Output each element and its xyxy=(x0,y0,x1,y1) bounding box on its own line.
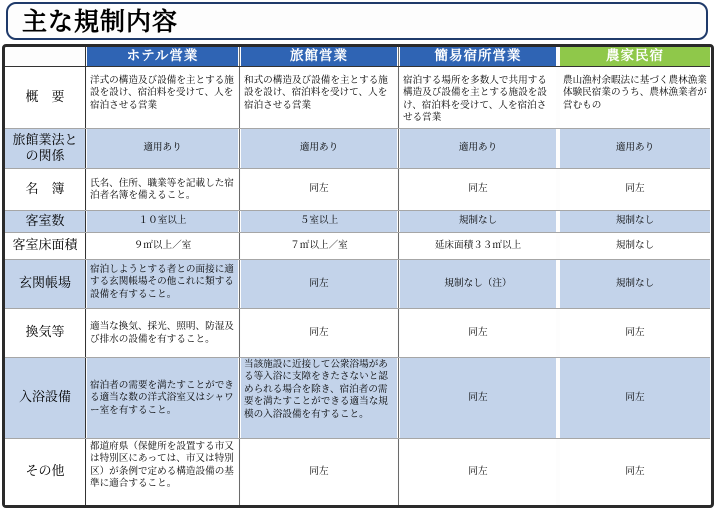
cell-front-desk-hotel: 宿泊しようとする者との面接に適する玄関帳場その他これに類する設備を有すること。 xyxy=(87,260,238,308)
row-divider xyxy=(5,210,710,211)
cell-floor-area-kan-i: 延床面積３３㎡以上 xyxy=(400,233,556,259)
column-divider xyxy=(398,47,399,505)
cell-room-count-kan-i: 規制なし xyxy=(400,211,556,232)
column-header-kan-i: 簡易宿所営業 xyxy=(400,47,556,66)
cell-overview-hotel: 洋式の構造及び設備を主とする施設を設け、宿泊料を受けて、人を宿泊させる営業 xyxy=(87,67,238,128)
row-label-ventilation: 換気等 xyxy=(5,309,85,357)
cell-law-hotel: 適用あり xyxy=(87,129,238,168)
cell-law-kan-i: 適用あり xyxy=(400,129,556,168)
page-title: 主な規制内容 xyxy=(22,7,179,36)
row-label-bathing: 入浴設備 xyxy=(5,358,85,438)
cell-room-count-noka: 規制なし xyxy=(560,211,710,232)
cell-ventilation-ryokan: 同左 xyxy=(241,309,397,357)
cell-ventilation-noka: 同左 xyxy=(560,309,710,357)
row-divider xyxy=(5,232,710,233)
cell-front-desk-kan-i: 規制なし（注） xyxy=(400,260,556,308)
cell-other-ryokan: 同左 xyxy=(241,439,397,505)
row-label-other: その他 xyxy=(5,439,85,505)
column-header-noka: 農家民宿 xyxy=(560,47,710,66)
cell-floor-area-ryokan: ７㎡以上／室 xyxy=(241,233,397,259)
row-divider xyxy=(5,66,710,67)
cell-other-kan-i: 同左 xyxy=(400,439,556,505)
cell-overview-kan-i: 宿泊する場所を多数人で共用する構造及び設備を主とする施設を設け、宿泊料を受けて、人を宿泊させる営業 xyxy=(400,67,556,128)
row-divider xyxy=(5,128,710,129)
column-divider xyxy=(239,47,240,505)
row-divider xyxy=(5,168,710,169)
column-gap xyxy=(556,47,560,505)
cell-front-desk-ryokan: 同左 xyxy=(241,260,397,308)
cell-front-desk-noka: 規制なし xyxy=(560,260,710,308)
column-divider xyxy=(85,47,86,505)
row-label-floor-area: 客室床面積 xyxy=(5,233,85,259)
cell-register-hotel: 氏名、住所、職業等を記載した宿泊者名簿を備えること。 xyxy=(87,169,238,210)
cell-room-count-hotel: １０室以上 xyxy=(87,211,238,232)
cell-law-noka: 適用あり xyxy=(560,129,710,168)
row-label-law-relation: 旅館業法との関係 xyxy=(5,129,85,168)
row-label-front-desk: 玄関帳場 xyxy=(5,260,85,308)
cell-floor-area-hotel: ９㎡以上／室 xyxy=(87,233,238,259)
cell-register-noka: 同左 xyxy=(560,169,710,210)
cell-ventilation-hotel: 適当な換気、採光、照明、防湿及び排水の設備を有すること。 xyxy=(87,309,238,357)
cell-ventilation-kan-i: 同左 xyxy=(400,309,556,357)
row-divider xyxy=(5,308,710,309)
row-label-register: 名 簿 xyxy=(5,169,85,210)
column-header-ryokan: 旅館営業 xyxy=(241,47,397,66)
row-divider xyxy=(5,259,710,260)
cell-register-ryokan: 同左 xyxy=(241,169,397,210)
cell-law-ryokan: 適用あり xyxy=(241,129,397,168)
cell-overview-ryokan: 和式の構造及び設備を主とする施設を設け、宿泊料を受けて、人を宿泊させる営業 xyxy=(241,67,397,128)
column-header-hotel: ホテル営業 xyxy=(87,47,238,66)
cell-other-noka: 同左 xyxy=(560,439,710,505)
cell-room-count-ryokan: ５室以上 xyxy=(241,211,397,232)
cell-register-kan-i: 同左 xyxy=(400,169,556,210)
cell-floor-area-noka: 規制なし xyxy=(560,233,710,259)
row-label-overview: 概 要 xyxy=(5,67,85,128)
row-divider xyxy=(5,438,710,439)
title-box xyxy=(6,2,708,40)
cell-bathing-noka: 同左 xyxy=(560,358,710,438)
row-divider xyxy=(5,357,710,358)
cell-bathing-hotel: 宿泊者の需要を満たすことができる適当な数の洋式浴室又はシャワー室を有すること。 xyxy=(87,358,238,438)
cell-bathing-ryokan: 当該施設に近接して公衆浴場がある等入浴に支障をきたさないと認められる場合を除き、宿泊者の需要を満たすことができる適当な規模の入浴設備を有すること。 xyxy=(241,358,397,438)
cell-bathing-kan-i: 同左 xyxy=(400,358,556,438)
cell-overview-noka: 農山漁村余暇法に基づく農林漁業体験民宿業のうち、農林漁業者が営むもの xyxy=(560,67,710,128)
cell-other-hotel: 都道府県（保健所を設置する市又は特別区にあっては、市又は特別区）が条例で定める構造設備の基準に適合すること。 xyxy=(87,439,238,505)
row-label-room-count: 客室数 xyxy=(5,211,85,232)
